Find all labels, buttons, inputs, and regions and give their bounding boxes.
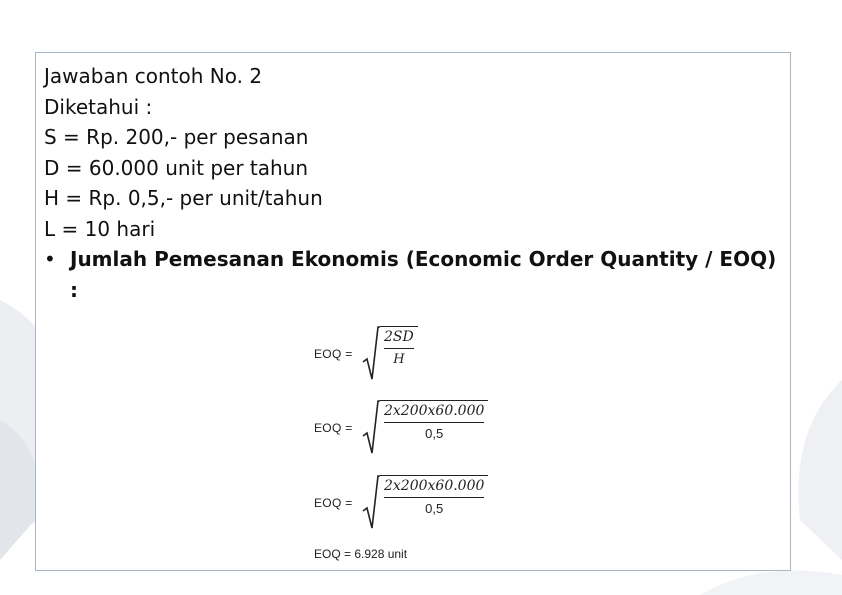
formula-label: EOQ = [314, 496, 353, 510]
fraction [380, 400, 488, 456]
formula-label: EOQ = [314, 347, 353, 361]
slide-title: Jawaban contoh No. 2 [44, 64, 263, 88]
bullet-continuation: : [70, 277, 78, 302]
radical-sign-icon [362, 475, 380, 531]
given-s: S = Rp. 200,- per pesanan [44, 125, 309, 149]
radical-sign-icon [362, 400, 380, 456]
bullet-text: Jumlah Pemesanan Ekonomis (Economic Order Quantity / EOQ) [70, 247, 777, 271]
given-h: H = Rp. 0,5,- per unit/tahun [44, 186, 323, 210]
denominator: H [393, 352, 405, 367]
square-root [362, 326, 418, 382]
numerator: 2x200x60.000 [384, 403, 484, 423]
formula-repeated [314, 475, 488, 531]
content-frame [35, 52, 791, 571]
given-d: D = 60.000 unit per tahun [44, 155, 309, 180]
fraction [380, 326, 418, 382]
radical-sign-icon [362, 326, 380, 382]
given-l: L = 10 hari [44, 216, 156, 241]
bullet-dot-icon: • [44, 247, 56, 271]
given-heading: Diketahui : [44, 94, 153, 119]
square-root [362, 400, 488, 456]
formula-label: EOQ = [314, 421, 353, 435]
denominator: 0,5 [425, 426, 444, 441]
text-block [44, 61, 784, 305]
numerator: 2x200x60.000 [384, 478, 484, 498]
formula-general [314, 326, 418, 382]
square-root [362, 475, 488, 531]
denominator: 0,5 [425, 501, 444, 516]
eoq-result: EOQ = 6.928 unit [314, 547, 408, 561]
bullet-item-eoq [44, 244, 784, 275]
numerator: 2SD [384, 329, 414, 349]
formula-substituted [314, 400, 488, 456]
fraction [380, 475, 488, 531]
